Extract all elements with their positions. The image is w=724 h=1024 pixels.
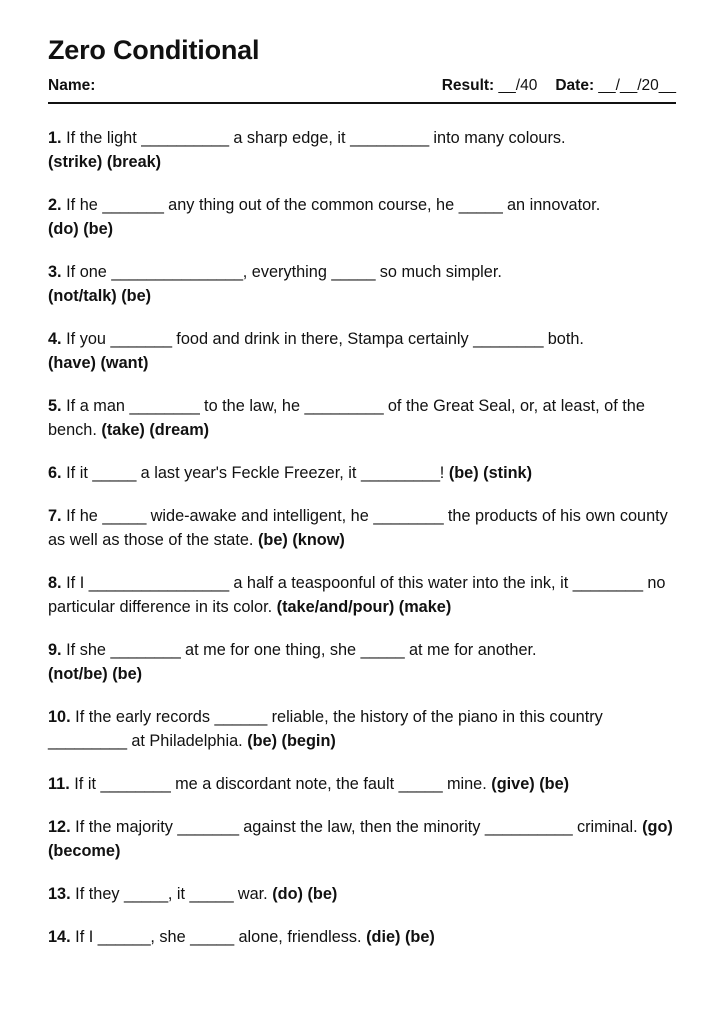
date-label: Date: <box>555 77 595 94</box>
verb-hint: (have) (want) <box>48 354 149 372</box>
question-text: If she <box>66 641 111 659</box>
answer-blank[interactable]: ________ <box>100 775 171 793</box>
question-text: reliable, the history of the piano in this country <box>267 708 603 726</box>
question-text: me a discordant note, the fault <box>170 775 399 793</box>
question-text: so much simpler. <box>375 263 502 281</box>
question-text: If a man <box>66 397 130 415</box>
question-number: 1. <box>48 129 62 147</box>
verb-hint: (do) (be) <box>48 220 114 238</box>
question-number: 4. <box>48 330 62 348</box>
verb-hint: (go) (become) <box>48 818 673 860</box>
question-text: the products of his own county as well as those of the state. <box>48 507 668 549</box>
question-number: 12. <box>48 818 71 836</box>
verb-hint: (strike) (break) <box>48 153 162 171</box>
question-item <box>48 882 676 906</box>
question-text: If I <box>66 574 89 592</box>
header-divider <box>48 102 676 104</box>
answer-blank[interactable]: _____ <box>360 641 405 659</box>
question-text: of the Great Seal, or, at least, of the bench. <box>48 397 645 439</box>
question-item <box>48 571 676 619</box>
question-text: food and drink in there, Stampa certainly <box>171 330 474 348</box>
answer-blank[interactable]: _______ <box>110 330 172 348</box>
question-list <box>48 126 676 949</box>
question-text: an innovator. <box>502 196 601 214</box>
verb-hint: (not/talk) (be) <box>48 287 152 305</box>
answer-blank[interactable]: _____ <box>331 263 376 281</box>
question-text: at me for one thing, she <box>180 641 361 659</box>
question-item <box>48 705 676 753</box>
answer-blank[interactable]: _______ <box>177 818 239 836</box>
question-text: If it <box>66 464 93 482</box>
result-field <box>442 76 538 96</box>
question-number: 9. <box>48 641 62 659</box>
date-value: __/__/20__ <box>598 77 676 94</box>
answer-blank[interactable]: ________ <box>473 330 544 348</box>
question-text: a last year's Feckle Freezer, it <box>136 464 361 482</box>
question-text: If you <box>66 330 111 348</box>
question-text: mine. <box>442 775 492 793</box>
question-text: both. <box>543 330 584 348</box>
answer-blank[interactable]: _____ <box>189 885 234 903</box>
answer-blank[interactable]: _________ <box>304 397 384 415</box>
question-text: ! <box>439 464 449 482</box>
answer-blank[interactable]: ______ <box>97 928 151 946</box>
question-number: 11. <box>48 775 70 793</box>
question-text: , it <box>167 885 190 903</box>
verb-hint: (be) (stink) <box>448 464 533 482</box>
question-text: criminal. <box>572 818 643 836</box>
question-item <box>48 772 676 796</box>
question-item <box>48 504 676 552</box>
question-text: against the law, then the minority <box>238 818 485 836</box>
verb-hint: (take) (dream) <box>101 421 210 439</box>
name-label: Name: <box>48 77 96 94</box>
question-number: 13. <box>48 885 71 903</box>
answer-blank[interactable]: _____ <box>124 885 168 903</box>
question-text: , she <box>150 928 191 946</box>
question-text: into many colours. <box>428 129 566 147</box>
worksheet <box>48 34 676 968</box>
verb-hint: (die) (be) <box>366 928 435 946</box>
question-text: at Philadelphia. <box>126 732 248 750</box>
result-label: Result: <box>441 77 495 94</box>
answer-blank[interactable]: ______ <box>214 708 268 726</box>
question-text: alone, friendless. <box>233 928 367 946</box>
answer-blank[interactable]: _________ <box>350 129 429 147</box>
answer-blank[interactable]: _____ <box>102 507 147 525</box>
answer-blank[interactable]: _________ <box>48 732 127 750</box>
question-item <box>48 260 676 308</box>
question-text: no particular difference in its color. <box>48 574 666 616</box>
question-number: 10. <box>48 708 71 726</box>
question-text: a sharp edge, it <box>228 129 351 147</box>
page-title: Zero Conditional <box>48 35 260 65</box>
verb-hint: (do) (be) <box>272 885 338 903</box>
verb-hint: (take/and/pour) (make) <box>276 598 452 616</box>
question-number: 6. <box>48 464 62 482</box>
question-text: If the early records <box>75 708 215 726</box>
question-item <box>48 815 676 863</box>
answer-blank[interactable]: _____ <box>190 928 234 946</box>
question-number: 8. <box>48 574 62 592</box>
question-item <box>48 638 676 686</box>
answer-blank[interactable]: ________ <box>110 641 181 659</box>
question-number: 3. <box>48 263 62 281</box>
question-number: 5. <box>48 397 62 415</box>
question-text: any thing out of the common course, he <box>163 196 459 214</box>
question-item <box>48 327 676 375</box>
answer-blank[interactable]: ________ <box>572 574 643 592</box>
answer-blank[interactable]: ________________ <box>88 574 229 592</box>
verb-hint: (be) (begin) <box>247 732 336 750</box>
answer-blank[interactable]: _________ <box>360 464 440 482</box>
verb-hint: (not/be) (be) <box>48 665 143 683</box>
result-value: __/40 <box>498 77 538 94</box>
question-text: , everything <box>242 263 332 281</box>
verb-hint: (give) (be) <box>491 775 570 793</box>
question-number: 14. <box>48 928 71 946</box>
header-right <box>442 76 676 96</box>
answer-blank[interactable]: _______________ <box>111 263 243 281</box>
question-text: wide-awake and intelligent, he <box>146 507 374 525</box>
question-number: 7. <box>48 507 62 525</box>
question-text: If the majority <box>75 818 178 836</box>
worksheet-header <box>48 76 676 96</box>
question-item <box>48 925 676 949</box>
answer-blank[interactable]: _____ <box>92 464 137 482</box>
question-text: a half a teaspoonful of this water into the ink, it <box>228 574 573 592</box>
answer-blank[interactable]: __________ <box>484 818 573 836</box>
question-text: to the law, he <box>199 397 305 415</box>
question-text: at me for another. <box>404 641 537 659</box>
question-text: If he <box>66 196 103 214</box>
question-text: If it <box>74 775 101 793</box>
answer-blank[interactable]: _____ <box>398 775 443 793</box>
question-text: war. <box>233 885 273 903</box>
question-text: If they <box>75 885 125 903</box>
answer-blank[interactable]: _____ <box>458 196 503 214</box>
answer-blank[interactable]: __________ <box>141 129 229 147</box>
date-field <box>555 76 676 96</box>
answer-blank[interactable]: _______ <box>102 196 164 214</box>
verb-hint: (be) (know) <box>257 531 345 549</box>
answer-blank[interactable]: ________ <box>129 397 200 415</box>
question-text: If one <box>66 263 112 281</box>
question-text: If he <box>66 507 103 525</box>
question-item <box>48 461 676 485</box>
question-text: If the light <box>66 129 142 147</box>
question-item <box>48 126 676 174</box>
question-item <box>48 193 676 241</box>
question-item <box>48 394 676 442</box>
answer-blank[interactable]: ________ <box>373 507 444 525</box>
question-number: 2. <box>48 196 62 214</box>
question-text: If I <box>75 928 98 946</box>
